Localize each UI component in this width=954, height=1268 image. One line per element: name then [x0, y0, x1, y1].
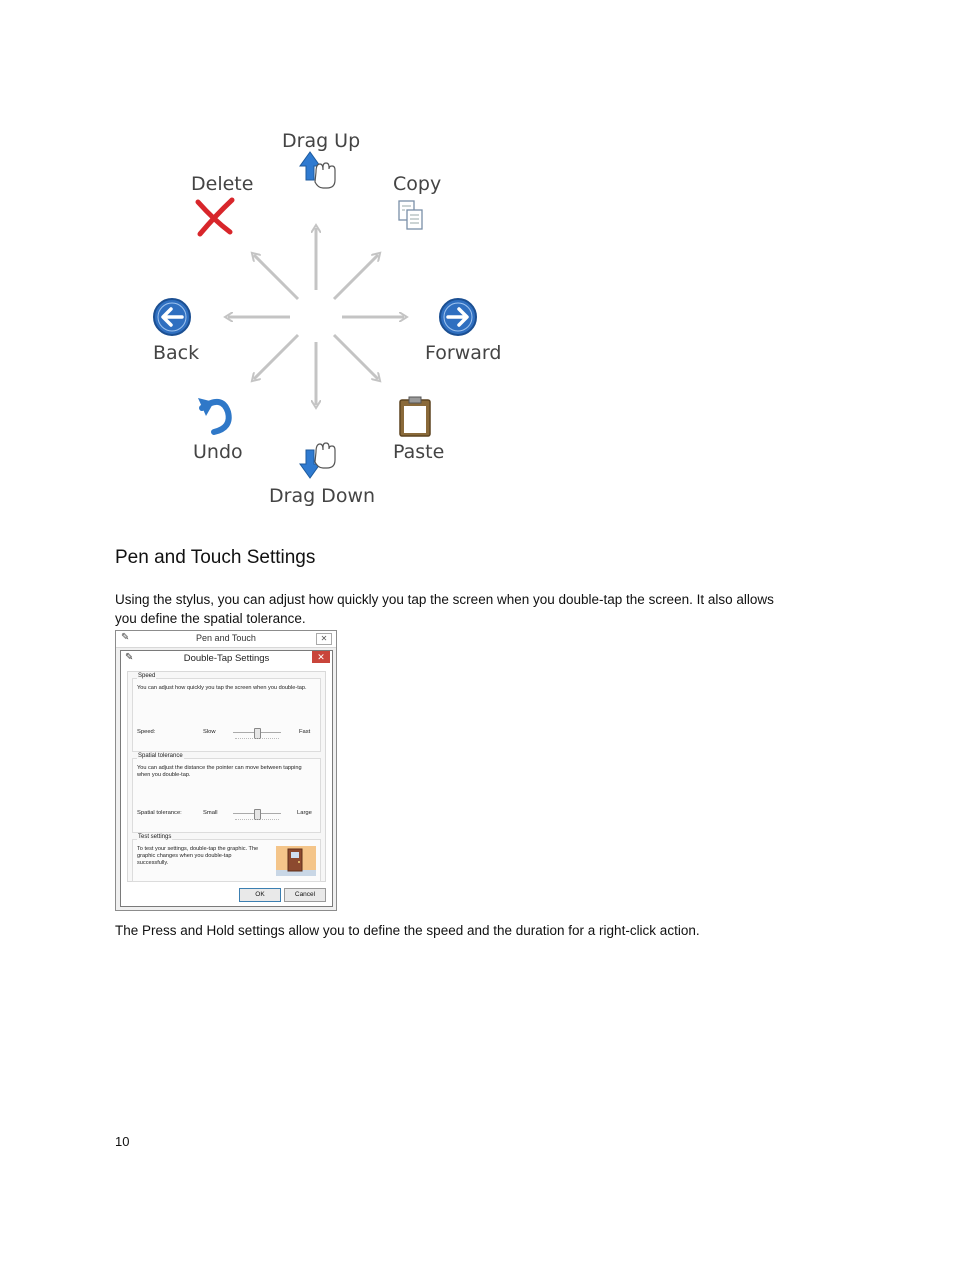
speed-label: Speed:: [137, 729, 156, 735]
copy-icon: [399, 201, 422, 229]
forward-arrow-icon: [440, 299, 476, 335]
label-copy: Copy: [393, 173, 442, 195]
gesture-figure: [130, 110, 530, 520]
spatial-slider-ticks: [235, 819, 279, 822]
undo-icon: [198, 398, 229, 432]
label-drag-down: Drag Down: [269, 485, 376, 507]
pen-and-touch-dialog-screenshot: [115, 630, 337, 911]
label-undo: Undo: [193, 441, 243, 463]
spatial-min-label: Small: [203, 810, 218, 816]
arrow-up-left: [254, 255, 298, 299]
inner-title: Double-Tap Settings: [183, 653, 270, 664]
arrow-down-left: [254, 335, 298, 379]
double-tap-settings-dialog: [120, 650, 333, 907]
gesture-diagram: [130, 110, 530, 520]
speed-row: [137, 729, 316, 743]
speed-slider-ticks: [235, 738, 279, 741]
speed-legend: Speed: [138, 673, 156, 679]
dialog-body: [127, 671, 326, 882]
page-number: 10: [115, 1134, 130, 1149]
test-settings-group: [132, 834, 321, 882]
press-and-hold-paragraph: The Press and Hold settings allow you to define the speed and the duration for a right-click action.: [115, 923, 700, 938]
test-description: To test your settings, double-tap the graphic. The graphic changes when you double-tap successfully.: [137, 846, 259, 866]
pen-icon: ✎: [125, 652, 134, 663]
back-arrow-icon: [154, 299, 190, 335]
spatial-legend: Spatial tolerance: [138, 753, 183, 759]
drag-up-icon: [300, 152, 335, 188]
speed-min-label: Slow: [203, 729, 216, 735]
spatial-label: Spatial tolerance:: [137, 810, 182, 816]
outer-titlebar: [116, 631, 336, 648]
test-legend: Test settings: [138, 834, 172, 840]
outer-title: Pen and Touch: [196, 633, 256, 643]
test-door-graphic[interactable]: [276, 846, 316, 876]
label-drag-up: Drag Up: [282, 130, 361, 152]
label-forward: Forward: [425, 342, 502, 364]
pen-icon: ✎: [121, 632, 130, 643]
spatial-description: You can adjust the distance the pointer can move between tapping when you double-tap.: [137, 765, 302, 778]
inner-close-button[interactable]: ✕: [312, 651, 330, 663]
outer-close-button[interactable]: ✕: [316, 633, 332, 645]
speed-description: You can adjust how quickly you tap the screen when you double-tap.: [137, 685, 307, 691]
label-delete: Delete: [191, 173, 254, 195]
spatial-tolerance-group: [132, 753, 321, 833]
arrow-down-right: [334, 335, 378, 379]
speed-group: [132, 673, 321, 752]
arrow-up-right: [334, 255, 378, 299]
section-heading: Pen and Touch Settings: [115, 547, 316, 568]
delete-x-icon: [198, 200, 232, 234]
inner-titlebar: [121, 651, 332, 667]
spatial-row: [137, 810, 316, 824]
direction-arrows: [228, 228, 404, 405]
speed-max-label: Fast: [299, 729, 311, 735]
ok-button[interactable]: OK: [239, 888, 281, 902]
cancel-button[interactable]: Cancel: [284, 888, 326, 902]
label-back: Back: [153, 342, 200, 364]
drag-down-icon: [300, 443, 335, 478]
intro-paragraph: Using the stylus, you can adjust how quickly you tap the screen when you double-tap the screen. It also allows you define the spatial tolerance.: [115, 592, 774, 626]
label-paste: Paste: [393, 441, 445, 463]
paste-clipboard-icon: [400, 397, 430, 436]
spatial-max-label: Large: [297, 810, 312, 816]
